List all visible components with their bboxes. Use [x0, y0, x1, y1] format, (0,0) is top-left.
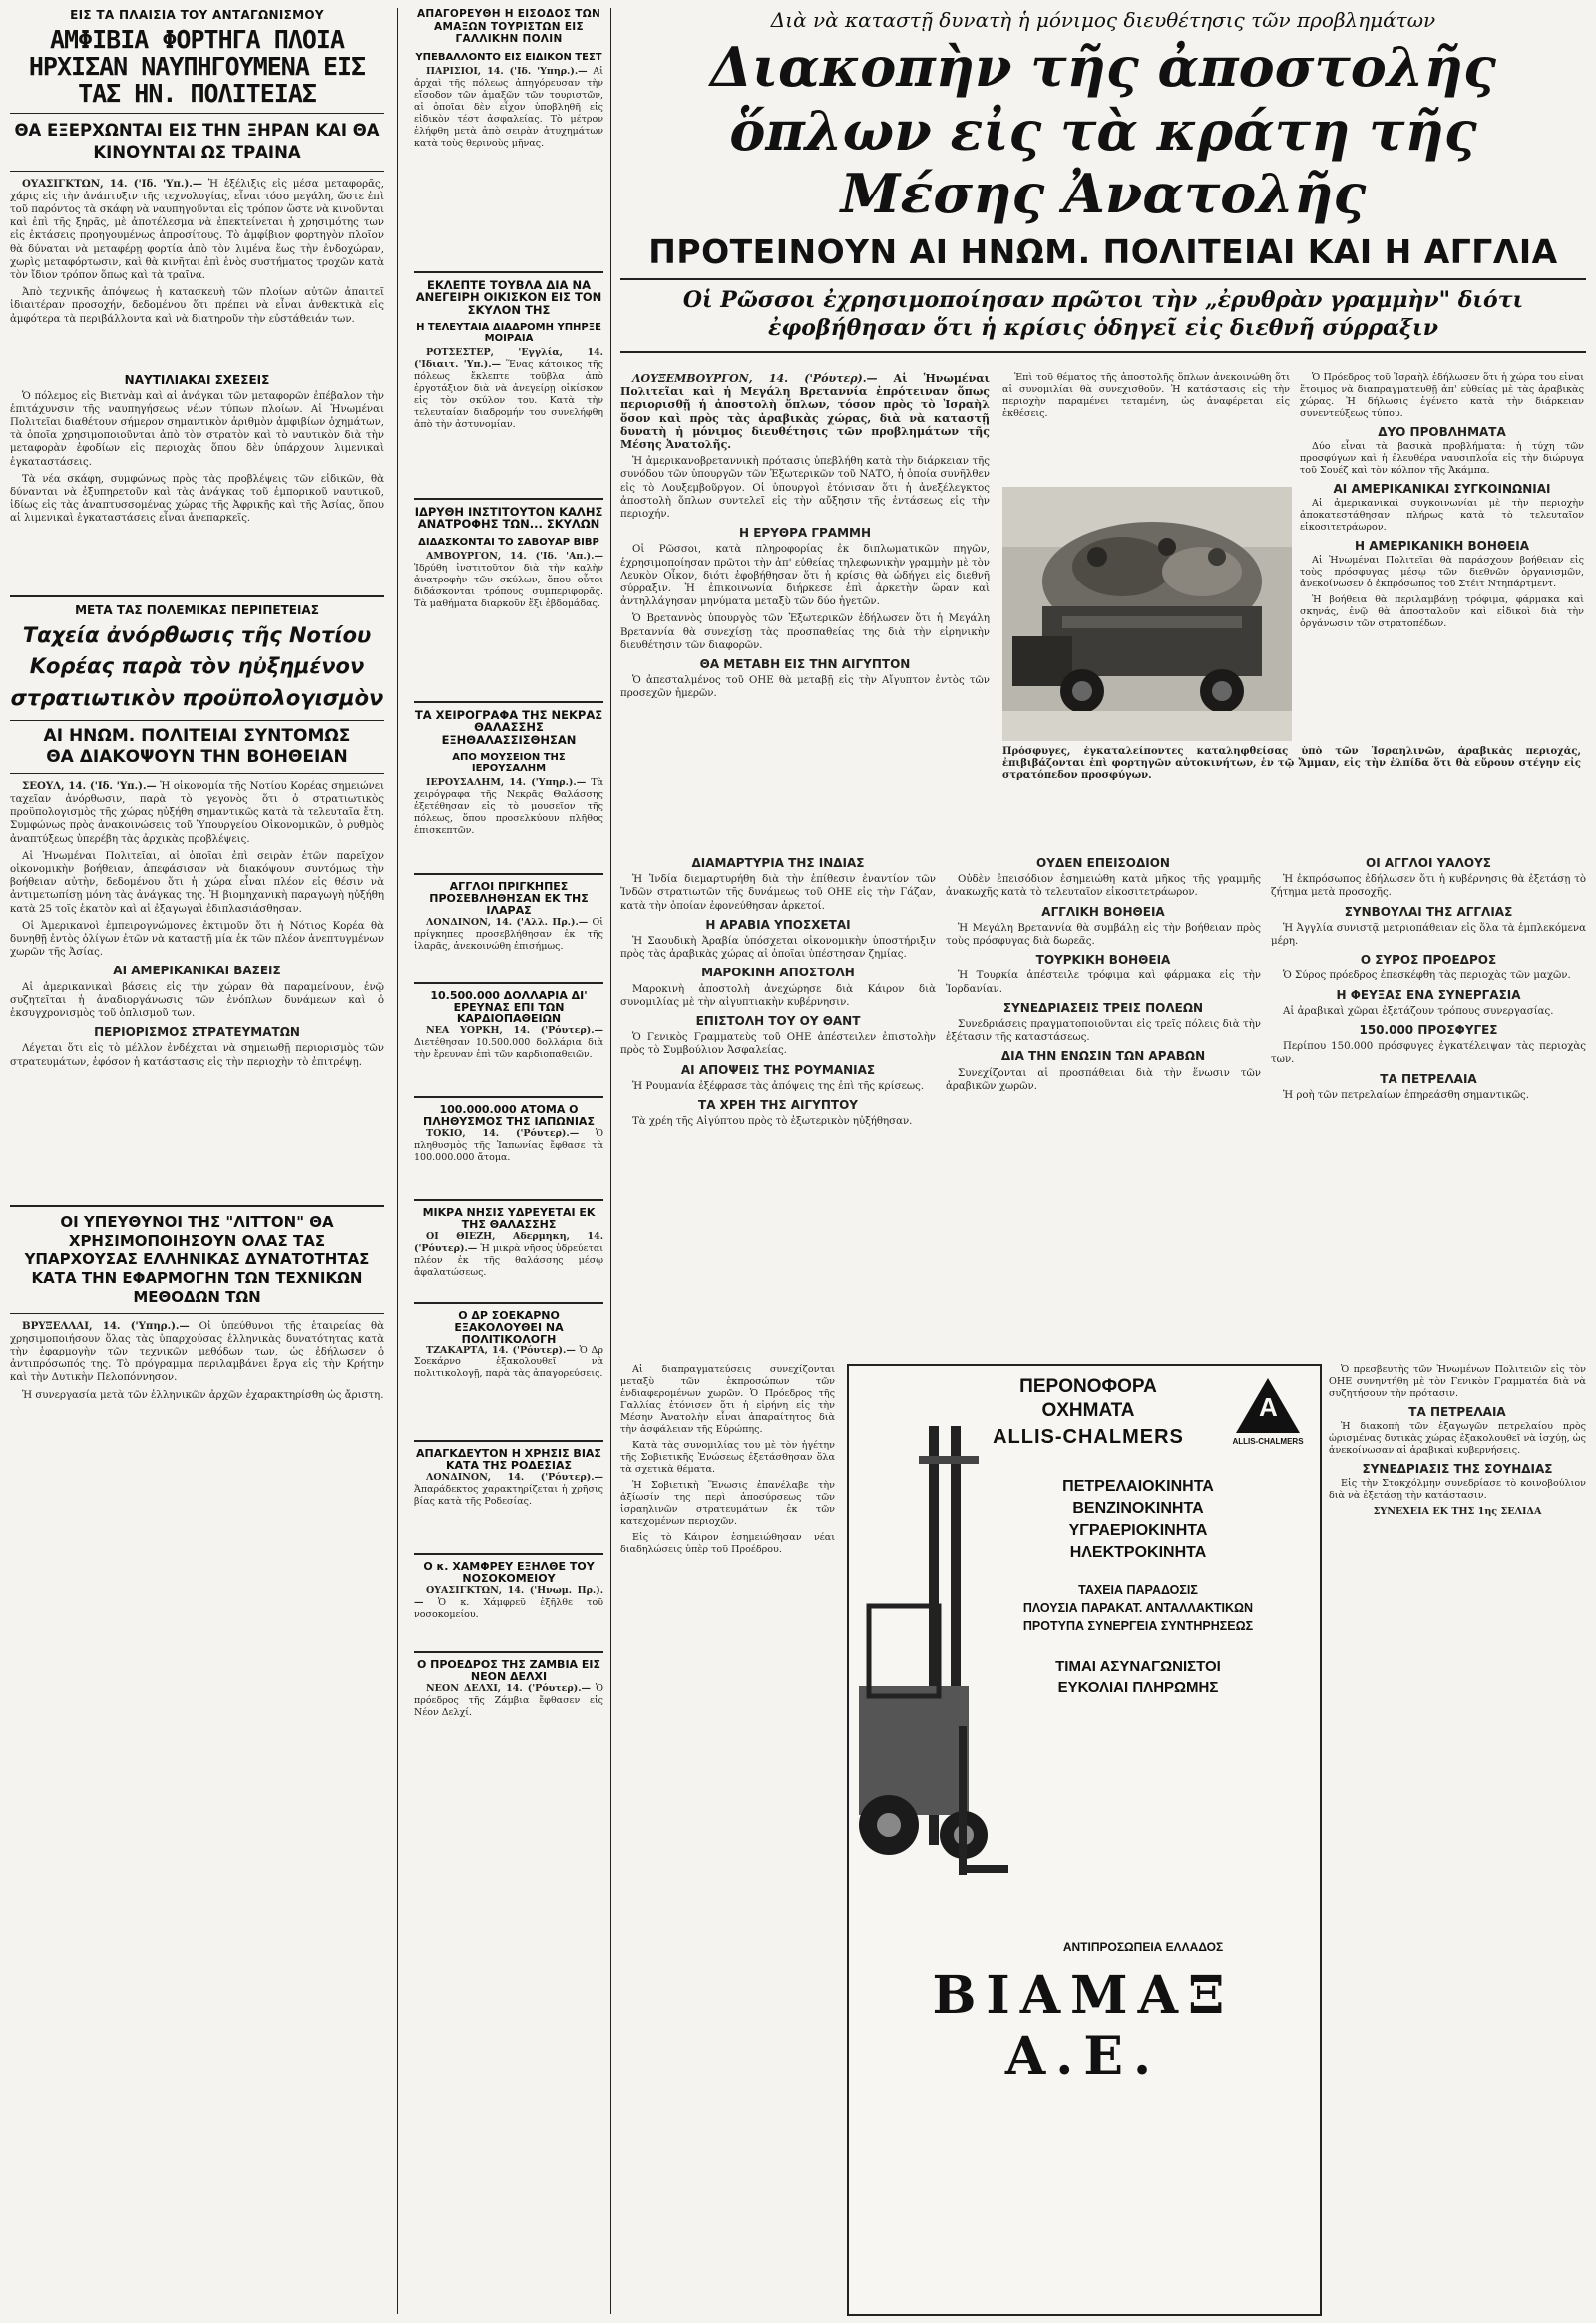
allis-chalmers-ad: [847, 1364, 1322, 2316]
subhead-british-advice: ΣΥΝΒΟΥΛΑΙ ΤΗΣ ΑΓΓΛΙΑΣ: [1344, 904, 1513, 919]
main-lower-col-2: ΟΥΔΕΝ ΕΠΕΙΣΟΔΙΟΝ Οὐδὲν ἐπεισόδιον ἐσημειώθη κατὰ μῆκος τῆς γραμμῆς ἀνακωχῆς κατὰ τὸ τελευταῖον εἰκοσιτετράωρον. ΑΓΓΛΙΚΗ ΒΟΗΘΕΙΑ Ἡ Μεγάλη Βρεταννία θὰ συμβάλῃ εἰς τὴν βοήθειαν πρὸς τοὺς πρόσφυγας διὰ δωρεᾶς. ΤΟΥΡΚΙΚΗ ΒΟΗΘΕΙΑ Ἡ Τουρκία ἀπέστειλε τρόφιμα καὶ φάρμακα εἰς τὴν Ἰορδανίαν. ΣΥΝΕΔΡΙΑΣΕΙΣ ΤΡΕΙΣ ΠΟΛΕΩΝ Συνεδριάσεις πραγματοποιοῦνται εἰς τρεῖς πόλεις διὰ τὴν ἐξέτασιν τῆς καταστάσεως. ΔΙΑ ΤΗΝ ΕΝΩΣΙΝ ΤΩΝ ΑΡΑΒΩΝ Συνεχίζονται αἱ προσπάθειαι διὰ τὴν ἕνωσιν τῶν ἀραβικῶν χωρῶν.: [946, 856, 1261, 1092]
logo-caption: ALLIS-CHALMERS: [1232, 1437, 1304, 1446]
article-rhodesia-body: ΛΟΝΔΙΝΟΝ, 14. ('Ρόυτερ).— Ἀπαράδεκτος χαρακτηρίζεται ἡ χρῆσις βίας κατὰ τῆς Ροδεσίας.: [414, 1472, 603, 1508]
main-headline: Διακοπὴν τῆς ἀποστολῆς ὅπλων εἰς τὰ κράτη τῆς Μέσης Ἀνατολῆς: [710, 35, 1496, 226]
article-tourists-body: ΠΑΡΙΣΙΟΙ, 14. ('Ιδ. 'Υπηρ.).— Αἱ ἀρχαὶ τῆς πόλεως ἀπηγόρευσαν τὴν εἴσοδον τῶν ἁμαξῶν τῶν τουριστῶν, αἱ ὁποῖαι δὲν εἶχον ὑποβληθῆ εἰς εἰδικὸν τέστ ἀσφαλείας. Τὸ μέτρον ἐλήφθη μετὰ ἀπὸ σειρὰν ἀτυχημάτων κατὰ τοὺς θερινοὺς μῆνας.: [414, 65, 603, 149]
subhead-red-line: Η ΕΡΥΘΡΑ ΓΡΑΜΜΗ: [738, 526, 872, 541]
article-dogs-body: ΑΜΒΟΥΡΓΟΝ, 14. ('Ιδ. 'Απ.).— Ἱδρύθη ἰνστιτοῦτον διὰ τὴν καλὴν ἀνατροφὴν τῶν σκύλων, ὅπου οὗτοι διδάσκονται τρόπους συμπεριφορᾶς. Τὰ μαθήματα διαρκοῦν ἕξι ἑβδομάδας.: [414, 550, 603, 609]
headline-zambia: Ο ΠΡΟΕΔΡΟΣ ΤΗΣ ΖΑΜΒΙΑ ΕΙΣ ΝΕΟΝ ΔΕΛΧΙ: [416, 1657, 600, 1683]
article-bricks-body: ΡΟΤΣΕΣΤΕΡ, 'Εγγλία, 14. ('Ιδιαιτ. 'Υπ.).— Ἕνας κάτοικος τῆς πόλεως ἔκλεπτε τοῦβλα ἀπὸ ἐργοτάξιον διὰ νὰ ἀνεγείρῃ οἰκίσκον εἰς τὸν σκύλον του. Κατὰ τὴν τελευταίαν διαδρομήν του συνελήφθη ἀπὸ τὴν ἀστυνομίαν.: [414, 347, 603, 430]
subkicker-test: ΥΠΕΒΑΛΛΟΝΤΟ ΕΙΣ ΕΙΔΙΚΟΝ ΤΕΣΤ: [415, 51, 602, 63]
subhead-egypt-debts: ΤΑ ΧΡΕΗ ΤΗΣ ΑΙΓΥΠΤΟΥ: [698, 1098, 858, 1113]
ad-representation: ΑΝΤΙΠΡΟΣΩΠΕΙΑ ΕΛΛΑΔΟΣ: [1062, 1940, 1224, 1954]
kicker-tourists: ΑΠΑΓΟΡΕΥΘΗ Η ΕΙΣΟΔΟΣ ΤΩΝ ΑΜΑΞΩΝ ΤΟΥΡΙΣΤΩΝ ΕΙΣ ΓΑΛΛΙΚΗΝ ΠΟΛΙΝ: [416, 8, 601, 46]
kicker-amphibious: ΕΙΣ ΤΑ ΠΛΑΙΣΙΑ ΤΟΥ ΑΝΤΑΓΩΝΙΣΜΟΥ: [70, 8, 324, 22]
article-princes-body: ΛΟΝΔΙΝΟΝ, 14. ('Αλλ. Πρ.).— Οἱ πρίγκηπες προσεβλήθησαν ἐκ τῆς ἰλαρᾶς, ἀνεκοινώθη ἐπισήμως.: [414, 916, 603, 952]
main-kicker: Διὰ νὰ καταστῇ δυνατὴ ἡ μόνιμος διευθέτησις τῶν προβλημάτων: [770, 8, 1436, 32]
headline-rhodesia: ΑΠΑΓΚΔΕΥΤΟΝ Η ΧΡΗΣΙΣ ΒΙΑΣ ΚΑΤΑ ΤΗΣ ΡΟΔΕΣΙΑΣ: [416, 1447, 601, 1473]
subhead-american-bases: ΑΙ ΑΜΕΡΙΚΑΝΙΚΑΙ ΒΑΣΕΙΣ: [113, 964, 281, 978]
article-sukarno-body: ΤΖΑΚΑΡΤΑ, 14. ('Ρόυτερ).— Ὁ Δρ Σοεκάρνο ἐξακολουθεῖ νὰ πολιτικολογῇ, παρὰ τὰς ἀπαγορεύσεις.: [414, 1345, 603, 1380]
article-litton-body: ΒΡΥΞΕΛΛΑΙ, 14. ('Υπηρ.).— Οἱ ὑπεύθυνοι τῆς ἑταιρείας θὰ χρησιμοποιήσουν ὅλας τὰς ὑπαρχούσας ἑλληνικὰς δυνατότητας κατὰ τὴν ἐφαρμογὴν τῶν τεχνικῶν μεθόδων των, ὡς ἐδήλωσεν ὁ ἀντιπρόσωπός της. Τὸ πρόγραμμα περιλαμβάνει ἔργα εἰς τὴν Κρήτην καὶ τὴν Δυτικὴν Πελοπόννησον. Ἡ συνεργασία μετὰ τῶν ἑλληνικῶν ἀρχῶν ἐχαρακτηρίσθη ὡς ἄριστη.: [10, 1319, 384, 1401]
truck-photo-graphic: [1002, 487, 1292, 741]
main-lower-col-3: ΟΙ ΑΓΓΛΟΙ ΥΑΛΟΥΣ Ἡ ἐκπρόσωπος ἐδήλωσεν ὅτι ἡ κυβέρνησις θὰ ἐξετάσῃ τὸ ζήτημα μετὰ προσοχῆς. ΣΥΝΒΟΥΛΑΙ ΤΗΣ ΑΓΓΛΙΑΣ Ἡ Ἀγγλία συνιστᾷ μετριοπάθειαν εἰς ὅλα τὰ ἐμπλεκόμενα μέρη. Ο ΣΥΡΟΣ ΠΡΟΕΔΡΟΣ Ὁ Σύρος πρόεδρος ἐπεσκέφθη τὰς περιοχὰς τῶν μαχῶν. Η ΦΕΥΞΑΣ ΕΝΑ ΣΥΝΕΡΓΑΣΙΑ Αἱ ἀραβικαὶ χῶραι ἐξετάζουν τρόπους συνεργασίας. 150.000 ΠΡΟΣΦΥΓΕΣ Περίπου 150.000 πρόσφυγες ἐγκατέλειψαν τὰς περιοχὰς των. ΤΑ ΠΕΤΡΕΛΑΙΑ Ἡ ροὴ τῶν πετρελαίων ἐπηρεάσθη σημαντικῶς.: [1271, 856, 1586, 1101]
headline-humphrey: Ο κ. ΧΑΜΦΡΕΥ ΕΞΗΛΘΕ ΤΟΥ ΝΟΣΟΚΟΜΕΙΟΥ: [423, 1560, 595, 1586]
headline-sukarno: Ο ΔΡ ΣΟΕΚΑΡΝΟ ΕΞΑΚΟΛΟΥΘΕΙ ΝΑ ΠΟΛΙΤΙΚΟΛΟΓΗ: [454, 1308, 564, 1346]
article-japan-body: ΤΟΚΙΟ, 14. ('Ρόυτερ).— Ὁ πληθυσμὸς τῆς Ἰαπωνίας ἔφθασε τὰ 100.000.000 ἄτομα.: [414, 1128, 603, 1164]
allis-chalmers-logo: [1228, 1378, 1308, 1468]
dateline-brussels: ΒΡΥΞΕΛΛΑΙ, 14. ('Υπηρ.).—: [22, 1319, 190, 1332]
subhead-troop-reduction: ΠΕΡΙΟΡΙΣΜΟΣ ΣΤΡΑΤΕΥΜΑΤΩΝ: [94, 1025, 300, 1040]
ad-title-2: ΟΧΗΜΑΤΑ: [1041, 1400, 1135, 1421]
main-lead-text: Αἱ Ἡνωμέναι Πολιτεῖαι καὶ ἡ Μεγάλη Βρεταννία ἐπρότειναν ὅπως περιορισθῇ ἡ ἀποστολὴ ὅπλων, τόσον πρὸς τὸ Ἰσραὴλ ὅσον καὶ πρὸς τὰς ἀραβικὰς χώρας, διὰ νὰ καταστῇ δυνατὴ ἡ μόνιμος διευθέτησις τῶν προβλημάτων τῆς Μέσης Ἀνατολῆς.: [620, 372, 990, 452]
headline-heart-research: 10.500.000 ΔΟΛΛΑΡΙΑ ΔΙ' ΕΡΕΥΝΑΣ ΕΠΙ ΤΩΝ ΚΑΡΔΙΟΠΑΘΕΙΩΝ: [430, 988, 588, 1026]
dateline-washington: ΟΥΑΣΙΓΚΤΩΝ, 14. ('Ιδ. 'Υπ.).—: [22, 177, 202, 190]
ad-line-prices: ΤΙΜΑΙ ΑΣΥΝΑΓΩΝΙΣΤΟΙ: [1055, 1658, 1221, 1675]
dateline-london-1: ΛΟΝΔΙΝΟΝ, 14. ('Αλλ. Πρ.).—: [426, 916, 589, 928]
ad-type-electric: ΗΛΕΚΤΡΟΚΙΝΗΤΑ: [1069, 1544, 1207, 1561]
ad-type-diesel: ΠΕΤΡΕΛΑΙΟΚΙΝΗΤΑ: [1062, 1478, 1214, 1495]
column-main: [620, 8, 1586, 2314]
main-far-right-top: Ὁ Πρόεδρος τοῦ Ἰσραὴλ ἐδήλωσεν ὅτι ἡ χώρα του εἶναι ἕτοιμος νὰ διαπραγματευθῇ ἀπ' εὐθείας μὲ τὰς ἀραβικὰς χώρας. Ἡ δήλωσις ἐγένετο κατὰ τὴν διάρκειαν συνεντεύξεως τύπου. ΔΥΟ ΠΡΟΒΛΗΜΑΤΑ Δύο εἶναι τὰ βασικὰ προβλήματα: ἡ τύχη τῶν προσφύγων καὶ ἡ ἐλευθέρα ναυσιπλοΐα εἰς τὴν διώρυγα τοῦ Σουέζ καὶ τὸν κόλπον τῆς Ἀκάμπα. ΑΙ ΑΜΕΡΙΚΑΝΙΚΑΙ ΣΥΓΚΟΙΝΩΝΙΑΙ Αἱ ἀμερικανικαὶ συγκοινωνίαι μὲ τὴν περιοχὴν ἀποκατεστάθησαν πλήρως κατὰ τὸ τελευταῖον εἰκοσιτετράωρον. Η ΑΜΕΡΙΚΑΝΙΚΗ ΒΟΗΘΕΙΑ Αἱ Ἡνωμέναι Πολιτεῖαι θὰ παράσχουν βοήθειαν εἰς τοὺς πρόσφυγας μέσῳ τῶν διεθνῶν ὀργανισμῶν, ἀνεκοίνωσεν ὁ ἐκπρόσωπος τοῦ Στέιτ Ντηπάρτμεντ. Ἡ βοήθεια θὰ περιλαμβάνῃ τρόφιμα, φάρμακα καὶ σκηνάς, ἐνῷ θὰ ἀποσταλοῦν καὶ εἰδικοὶ διὰ τὴν ὀργάνωσιν τῶν στρατοπέδων.: [1300, 372, 1584, 629]
subhead-us-aid: Η ΑΜΕΡΙΚΑΝΙΚΗ ΒΟΗΘΕΙΑ: [1354, 539, 1530, 553]
headline-dead-sea: ΤΑ ΧΕΙΡΟΓΡΑΦΑ ΤΗΣ ΝΕΚΡΑΣ ΘΑΛΑΣΣΗΣ ΕΞΗΘΑΛΑΣΣΙΣΘΗΣΑΝ: [414, 707, 603, 747]
subhead-english-glass: ΟΙ ΑΓΓΛΟΙ ΥΑΛΟΥΣ: [1366, 856, 1491, 870]
article-island-body: ΟΙ ΘΙΕΖΗ, Αδερμηκη, 14. ('Ρόυτερ).— Ἡ μικρὰ νῆσος ὑδρεύεται πλέον ἐκ τῆς θαλάσσης μέσῳ ἀφαλατώσεως.: [414, 1230, 603, 1278]
photo-caption: Πρόσφυγες, ἐγκαταλείποντες καταληφθείσας ὑπὸ τῶν Ἰσραηλινῶν, ἀραβικὰς περιοχάς, ἐπιβιβάζονται ἐπὶ φορτηγῶν αὐτοκινήτων, ἐν τῷ Ἄμμαν, εἰς τὴν ἐλπίδα ὅτι θὰ εὕρουν στέγην εἰς στρατόπεδον προσφύγων.: [1002, 746, 1581, 781]
main-lower-col-1: ΔΙΑΜΑΡΤΥΡΙΑ ΤΗΣ ΙΝΔΙΑΣ Ἡ Ἰνδία διεμαρτυρήθη διὰ τὴν ἐπίθεσιν ἐναντίον τῶν Ἰνδῶν στρατιωτῶν τῆς δυνάμεως τοῦ ΟΗΕ εἰς τὴν Γάζαν, κατὰ τὴν ὁποίαν ἐφονεύθησαν ἀρκετοί. Η ΑΡΑΒΙΑ ΥΠΟΣΧΕΤΑΙ Ἡ Σαουδικὴ Ἀραβία ὑπόσχεται οἰκονομικὴν ὑποστήριξιν πρὸς τὰς ἀραβικὰς χώρας αἱ ὁποῖαι ὑπέστησαν ζημίας. ΜΑΡΟΚΙΝΗ ΑΠΟΣΤΟΛΗ Μαροκινὴ ἀποστολὴ ἀνεχώρησε διὰ Κάιρον διὰ συνομιλίας μὲ τὴν αἰγυπτιακὴν κυβέρνησιν. ΕΠΙΣΤΟΛΗ ΤΟΥ ΟΥ ΘΑΝΤ Ὁ Γενικὸς Γραμματεὺς τοῦ ΟΗΕ ἀπέστειλεν ἐπιστολὴν πρὸς τὸ Συμβούλιον Ἀσφαλείας. ΑΙ ΑΠΟΨΕΙΣ ΤΗΣ ΡΟΥΜΑΝΙΑΣ Ἡ Ρουμανία ἐξέφρασε τὰς ἀπόψεις της ἐπὶ τῆς κρίσεως. ΤΑ ΧΡΕΗ ΤΗΣ ΑΙΓΥΠΤΟΥ Τὰ χρέη τῆς Αἰγύπτου πρὸς τὸ ἐξωτερικὸν ηὐξήθησαν.: [620, 856, 936, 1128]
headline-amphibious-sub: ΘΑ ΕΞΕΡΧΩΝΤΑΙ ΕΙΣ ΤΗΝ ΞΗΡΑΝ ΚΑΙ ΘΑ ΚΙΝΟΥΝΤΑΙ ΩΣ ΤΡΑΙΝΑ: [14, 121, 380, 163]
subhead-cooperation: Η ΦΕΥΞΑΣ ΕΝΑ ΣΥΝΕΡΓΑΣΙΑ: [1336, 987, 1521, 1002]
subhead-british-aid: ΑΓΓΛΙΚΗ ΒΟΗΘΕΙΑ: [1041, 904, 1165, 919]
subhead-no-incident: ΟΥΔΕΝ ΕΠΕΙΣΟΔΙΟΝ: [1036, 856, 1170, 870]
article-shipping-body: Ὁ πόλεμος εἰς Βιετνὰμ καὶ αἱ ἀνάγκαι τῶν μεταφορῶν ἐπέβαλον τὴν ἐπιτάχυνσιν τῆς ναυπηγήσεως νέων τύπων πλοίων. Αἱ Ἡνωμέναι Πολιτεῖαι διαθέτουν σήμερον σημαντικὸν ἀριθμὸν ἀμφιβίων ὀχημάτων, τὰ ὁποῖα χρησιμοποιοῦνται ἀπὸ τὸν στρατὸν καὶ τὸ ναυτικὸν διὰ τὴν μεταφορὰν ἐφοδίων εἰς περιοχὰς ὅπου δὲν ὑπάρχουν λιμενικαὶ ἐγκαταστάσεις. Τὰ νέα σκάφη, συμφώνως πρὸς τὰς προβλέψεις τῶν εἰδικῶν, θὰ δύνανται νὰ ἐξυπηρετοῦν καὶ τὰς ἀνάγκας τοῦ ἐμπορικοῦ ναυτικοῦ, ἰδίως εἰς τὰς ἀναπτυσσομένας χώρας τῆς Ἀφρικῆς καὶ τῆς Ἀσίας, ὅπου αἱ λιμενικαὶ ἐγκαταστάσεις εἶναι ἀνεπαρκεῖς.: [10, 390, 384, 525]
article-heart-body: ΝΕΑ ΥΟΡΚΗ, 14. ('Ρόυτερ).— Διετέθησαν 10.500.000 δολλάρια διὰ τὴν ἔρευναν ἐπὶ τῶν καρδιοπαθειῶν.: [414, 1025, 603, 1061]
subhead-oil-2: ΤΑ ΠΕΤΡΕΛΑΙΑ: [1408, 1405, 1506, 1419]
subhead-syrian-president: Ο ΣΥΡΟΣ ΠΡΟΕΔΡΟΣ: [1360, 953, 1497, 968]
dateline-tokyo: ΤΟΚΙΟ, 14. ('Ρόυτερ).—: [426, 1128, 580, 1140]
headline-bricks: ΕΚΛΕΠΤΕ ΤΟΥΒΛΑ ΔΙΑ ΝΑ ΑΝΕΓΕΙΡΗ ΟΙΚΙΣΚΟΝ ΕΙΣ ΤΟΝ ΣΚΥΛΟΝ ΤΗΣ: [415, 277, 602, 317]
article-humphrey-body: ΟΥΑΣΙΓΚΤΩΝ, 14. ('Ηνωμ. Πρ.).— Ὁ κ. Χάμφρεϋ ἐξῆλθε τοῦ νοσοκομείου.: [414, 1584, 603, 1620]
ad-line-delivery: ΤΑΧΕΙΑ ΠΑΡΑΔΟΣΙΣ: [1078, 1583, 1198, 1597]
ad-company-name: ΒΙΑΜΑΞ Α.Ε.: [932, 1965, 1235, 2087]
main-lead-article: ΛΟΥΞΕΜΒΟΥΡΓΟΝ, 14. ('Ρόυτερ).— Αἱ Ἡνωμέναι Πολιτεῖαι καὶ ἡ Μεγάλη Βρεταννία ἐπρότειναν ὅπως περιορισθῇ ἡ ἀποστολὴ ὅπλων, τόσον πρὸς τὸ Ἰσραὴλ ὅσον καὶ πρὸς τὰς ἀραβικὰς χώρας, διὰ νὰ καταστῇ δυνατὴ ἡ μόνιμος διευθέτησις τῶν προβλημάτων τῆς Μέσης Ἀνατολῆς. Ἡ ἀμερικανοβρεταννικὴ πρότασις ὑπεβλήθη κατὰ τὴν διάρκειαν τῆς συνόδου τῶν ὑπουργῶν τῶν Ἐξωτερικῶν τοῦ ΝΑΤΟ, ἡ ὁποία συνῆλθεν εἰς τὸ Λουξεμβοῦργον. Οἱ ὑπουργοὶ ἐτόνισαν ὅτι ἡ ἀνεξέλεγκτος ἀποστολὴ ὅπλων συντελεῖ εἰς τὴν αὔξησιν τῆς ἐντάσεως εἰς τὴν περιοχήν. Η ΕΡΥΘΡΑ ΓΡΑΜΜΗ Οἱ Ρῶσσοι, κατὰ πληροφορίας ἐκ διπλωματικῶν πηγῶν, ἐχρησιμοποίησαν πρῶτοι τὴν ἀπ' εὐθείας τηλεφωνικὴν γραμμὴν μὲ τὸν Λευκὸν Οἶκον, διότι ἐφοβήθησαν ὅτι ἡ κρίσις θὰ ὡδήγει εἰς διεθνῆ σύρραξιν. Ἡ ἐπικοινωνία διήρκεσε ἐπὶ ἀρκετὴν ὥραν καὶ ἀντηλλάγησαν μηνύματα μεταξὺ τῶν δύο ἡγετῶν. Ὁ Βρεταννὸς ὑπουργὸς τῶν Ἐξωτερικῶν ἐδήλωσεν ὅτι ἡ Μεγάλη Βρεταννία θὰ συνεχίσῃ τὰς προσπαθείας της διὰ τὴν εἰρηνικὴν διευθέτησιν τῶν διαφορῶν. ΘΑ ΜΕΤΑΒΗ ΕΙΣ ΤΗΝ ΑΙΓΥΠΤΟΝ Ὁ ἀπεσταλμένος τοῦ ΟΗΕ θὰ μεταβῇ εἰς τὴν Αἴγυπτον ἐντὸς τῶν προσεχῶν ἡμερῶν.: [620, 372, 990, 700]
dateline-luxembourg: ΛΟΥΞΕΜΒΟΥΡΓΟΝ, 14. ('Ρόυτερ).—: [632, 372, 878, 385]
dateline-rochester: ΡΟΤΣΕΣΤΕΡ, 'Εγγλία, 14. ('Ιδιαιτ. 'Υπ.).—: [414, 347, 603, 370]
dateline-seoul: ΣΕΟΥΛ, 14. ('Ιδ. 'Υπ.).—: [22, 779, 157, 792]
ad-line-parts: ΠΛΟΥΣΙΑ ΠΑΡΑΚΑΤ. ΑΝΤΑΛΛΑΚΤΙΚΩΝ: [1022, 1601, 1254, 1615]
continued-note: ΣΥΝΕΧΕΙΑ ΕΚ ΤΗΣ 1ης ΣΕΛΙΔΑ: [1373, 1506, 1542, 1517]
ad-line-payment: ΕΥΚΟΛΙΑΙ ΠΛΗΡΩΜΗΣ: [1057, 1679, 1219, 1696]
subhead-refugees-150000: 150.000 ΠΡΟΣΦΥΓΕΣ: [1359, 1023, 1498, 1038]
subhead-shipping: ΝΑΥΤΙΛΙΑΚΑΙ ΣΧΕΣΕΙΣ: [124, 372, 270, 387]
dateline-washington-2: ΟΥΑΣΙΓΚΤΩΝ, 14. ('Ηνωμ. Πρ.).—: [414, 1584, 603, 1608]
dateline-paris: ΠΑΡΙΣΙΟΙ, 14. ('Ιδ. 'Υπηρ.).—: [426, 65, 588, 77]
subhead-arab-unity: ΔΙΑ ΤΗΝ ΕΝΩΣΙΝ ΤΩΝ ΑΡΑΒΩΝ: [1000, 1049, 1206, 1064]
column-middle: [414, 8, 603, 1742]
main-bottom-right-col: Ὁ πρεσβευτὴς τῶν Ἡνωμένων Πολιτειῶν εἰς τὸν ΟΗΕ συνηντήθη μὲ τὸν Γενικὸν Γραμματέα διὰ νὰ συζητήσουν τὴν πρότασιν. ΤΑ ΠΕΤΡΕΛΑΙΑ Ἡ διακοπὴ τῶν ἐξαγωγῶν πετρελαίου πρὸς ὡρισμένας δυτικὰς χώρας ἐξακολουθεῖ νὰ ἰσχύῃ, ὡς ἀνεκοίνωσαν αἱ ἀραβικαὶ κυβερνήσεις. ΣΥΝΕΔΡΙΑΣΙΣ ΤΗΣ ΣΟΥΗΔΙΑΣ Εἰς τὴν Στοκχόλμην συνεδρίασε τὸ κοινοβούλιον διὰ νὰ ἐξετάσῃ τὴν κατάστασιν. ΣΥΝΕΧΕΙΑ ΕΚ ΤΗΣ 1ης ΣΕΛΙΔΑ: [1329, 1364, 1586, 1517]
logo-triangle-icon: [1236, 1378, 1300, 1433]
main-right-top-article: Ἐπὶ τοῦ θέματος τῆς ἀποστολῆς ὅπλων ἀνεκοινώθη ὅτι αἱ συνομιλίαι θὰ συνεχισθοῦν. Ἡ κατάστασις εἰς τὴν περιοχὴν παραμένει τεταμένη, ὡς ἀναφέρεται εἰς ἐκθέσεις.: [1002, 372, 1290, 419]
logo-letter: A: [1259, 1392, 1278, 1422]
headline-amphibious-ships: ΑΜΦΙΒΙΑ ΦΟΡΤΗΓΑ ΠΛΟΙΑ ΗΡΧΙΣΑΝ ΝΑΥΠΗΓΟΥΜΕΝΑ ΕΙΣ ΤΑΣ ΗΝ. ΠΟΛΙΤΕΙΑΣ: [28, 25, 366, 108]
subhead-sweden-meeting: ΣΥΝΕΔΡΙΑΣΙΣ ΤΗΣ ΣΟΥΗΔΙΑΣ: [1362, 1462, 1553, 1476]
column-left: [10, 8, 384, 1489]
article-dead-sea-body: ΙΕΡΟΥΣΑΛΗΜ, 14. ('Υπηρ.).— Τὰ χειρόγραφα τῆς Νεκρᾶς Θαλάσσης ἐξετέθησαν εἰς τὸ μουσεῖον τῆς πόλεως, ὅπου προσελκύουν πλῆθος ἐπισκεπτῶν.: [414, 777, 603, 837]
subhead-romania-views: ΑΙ ΑΠΟΨΕΙΣ ΤΗΣ ΡΟΥΜΑΝΙΑΣ: [680, 1062, 876, 1077]
forklift-illustration: [859, 1426, 1008, 1925]
subhead-war: ΜΕΤΑ ΤΑΣ ΠΟΛΕΜΙΚΑΣ ΠΕΡΙΠΕΤΕΙΑΣ: [75, 602, 319, 617]
ad-pricing: [989, 1656, 1288, 1698]
dateline-island: ΟΙ ΘΙΕΖΗ, Αδερμηκη, 14. ('Ρόυτερ).—: [414, 1230, 603, 1254]
ad-type-lpg: ΥΓΡΑΕΡΙΟΚΙΝΗΤΑ: [1068, 1522, 1208, 1539]
subhead-to-egypt: ΘΑ ΜΕΤΑΒΗ ΕΙΣ ΤΗΝ ΑΙΓΥΠΤΟΝ: [699, 657, 911, 672]
subhead-last-route: Η ΤΕΛΕΥΤΑΙΑ ΔΙΑΔΡΟΜΗ ΥΠΗΡΞΕ ΜΟΙΡΑΙΑ: [416, 322, 601, 344]
article-korea-body: ΣΕΟΥΛ, 14. ('Ιδ. 'Υπ.).— Ἡ οἰκονομία τῆς Νοτίου Κορέας σημειώνει ταχεῖαν ἀνόρθωσιν, παρὰ τὸ γεγονὸς ὅτι ὁ στρατιωτικὸς προϋπολογισμὸς τῆς χώρας ηὐξήθη σημαντικῶς κατὰ τὰ τελευταῖα ἔτη. Συμφώνως πρὸς ἀνακοινώσεις τοῦ Ὑπουργείου Οἰκονομικῶν, ὁ ρυθμὸς ἀναπτύξεως ὑπερέβη τὰς ἀρχικὰς προβλέψεις. Αἱ Ἡνωμέναι Πολιτεῖαι, αἱ ὁποῖαι ἐπὶ σειρὰν ἐτῶν παρεῖχον οἰκονομικὴν βοήθειαν, ἀπεφάσισαν νὰ διακόψουν συντόμως τὴν βοήθειαν αὐτὴν, δεδομένου ὅτι ἡ χώρα εἶναι πλέον εἰς θέσιν νὰ ἀντιμετωπίσῃ μόνη τὰς ἀνάγκας της. Ἡ βιομηχανικὴ παραγωγὴ ηὐξήθη κατὰ 25 τοῖς ἑκατὸν καὶ αἱ ἐξαγωγαὶ ἐδιπλασιάσθησαν. Οἱ Ἀμερικανοὶ ἐμπειρογνώμονες ἐκτιμοῦν ὅτι ἡ Νότιος Κορέα θὰ δυνηθῇ ἐντὸς ὀλίγων ἐτῶν νὰ καταστῇ μία ἐκ τῶν πλέον ἀνεπτυγμένων χωρῶν τῆς Ἀσίας. ΑΙ ΑΜΕΡΙΚΑΝΙΚΑΙ ΒΑΣΕΙΣ Αἱ ἀμερικανικαὶ βάσεις εἰς τὴν χώραν θὰ παραμείνουν, ἐνῷ συζητεῖται ἡ ἀναδιοργάνωσις τῶν ἐνόπλων δυνάμεων καὶ ὁ ἐκσυγχρονισμὸς τοῦ ὁπλισμοῦ των. ΠΕΡΙΟΡΙΣΜΟΣ ΣΤΡΑΤΕΥΜΑΤΩΝ Λέγεται ὅτι εἰς τὸ μέλλον ἐνδέχεται νὰ σημειωθῇ περιορισμὸς τῶν στρατευμάτων, ἐφόσον ἡ κατάστασις εἰς τὴν περιοχὴν τὸ ἐπιτρέψῃ.: [10, 779, 384, 1068]
ad-title-3: ALLIS-CHALMERS: [993, 1426, 1184, 1448]
main-bottom-left-col: Αἱ διαπραγματεύσεις συνεχίζονται μεταξὺ τῶν ἐκπροσώπων τῶν ἐνδιαφερομένων χωρῶν. Ὁ Πρόεδρος τῆς Γαλλίας ἐτόνισεν ὅτι ἡ εἰρήνη εἰς τὴν Μέσην Ἀνατολὴν εἶναι ἀπαραίτητος διὰ τὴν ἀσφάλειαν τῆς Εὐρώπης. Κατὰ τὰς συνομιλίας του μὲ τὸν ἡγέτην τῆς Σοβιετικῆς Ἑνώσεως ἐξετάσθησαν ὅλα τὰ σχετικὰ θέματα. Ἡ Σοβιετικὴ Ἕνωσις ἐπανέλαβε τὴν ἀξίωσίν της περὶ ἀποσύρσεως τῶν ἰσραηλινῶν στρατευμάτων ἐκ τῶν κατεχομένων περιοχῶν. Εἰς τὸ Κάιρον ἐσημειώθησαν νέαι διαδηλώσεις ὑπὲρ τοῦ Προέδρου.: [620, 1364, 835, 1555]
main-subdeck: Οἱ Ρῶσσοι ἐχρησιμοποίησαν πρῶτοι τὴν „ἐρυθρὰν γραμμὴν" διότι ἐφοβήθησαν ὅτι ἡ κρίσις ὁδηγεῖ εἰς διεθνῆ σύρραξιν: [682, 286, 1524, 342]
dateline-new-york-1: ΝΕΑ ΥΟΡΚΗ, 14. ('Ρόυτερ).—: [426, 1025, 603, 1037]
article-amphibious-body: ΟΥΑΣΙΓΚΤΩΝ, 14. ('Ιδ. 'Υπ.).— Ἡ ἐξέλιξις εἰς μέσα μεταφορᾶς, χάρις εἰς τὴν ἀνάπτυξιν τῆς τεχνολογίας, εἶναι τόσο μεγάλη, ὥστε ἐπὶ τοῦ παρόντος τὰ σκάφη νὰ ναυπηγοῦνται εἰς τρόπον ὥστε νὰ κινοῦνται καὶ ἐπὶ τῆς ξηρᾶς, μὲ ἀποτέλεσμα νὰ ἐπεκτείνεται ἡ χρησιμότης των εἰς ἐκτάσεις προηγουμένως ἀπροσίτους. Τὸ ἀμφίβιον φορτηγὸν πλοῖον θὰ δύναται νὰ μεταφέρῃ φορτία ἀπὸ τὸν λιμένα ἕως τὴν ἐνδοχώραν, χωρὶς μεταφόρτωσιν, καὶ θὰ κινῆται ἐπὶ ἑνὸς συστήματος τροχῶν κατὰ τὸν ἴδιον τρόπον ὅπως καὶ τὰ τραῖνα. Ἀπὸ τεχνικῆς ἀπόψεως ἡ κατασκευὴ τῶν πλοίων αὐτῶν ἀπαιτεῖ ἰδιαιτέραν προσοχήν, δεδομένου ὅτι πρέπει νὰ εἶναι ἀνθεκτικὰ εἰς ἀμφότερα τὰ περιβάλλοντα καὶ νὰ διατηροῦν τὴν εὐστάθειάν των.: [10, 177, 384, 325]
subhead-turkish-aid: ΤΟΥΡΚΙΚΗ ΒΟΗΘΕΙΑ: [1035, 953, 1171, 968]
ad-engine-types: [989, 1476, 1288, 1564]
subhead-us-communications: ΑΙ ΑΜΕΡΙΚΑΝΙΚΑΙ ΣΥΓΚΟΙΝΩΝΙΑΙ: [1333, 482, 1551, 496]
subhead-savoir: ΔΙΔΑΣΚΟΝΤΑΙ ΤΟ ΣΑΒΟΥΑΡ ΒΙΒΡ: [418, 536, 599, 548]
subhead-india-protest: ΔΙΑΜΑΡΤΥΡΙΑ ΤΗΣ ΙΝΔΙΑΣ: [691, 856, 865, 870]
subhead-moroccan-mission: ΜΑΡΟΚΙΝΗ ΑΠΟΣΤΟΛΗ: [701, 966, 855, 980]
headline-aid-stop: ΘΑ ΔΙΑΚΟΨΟΥΝ ΤΗΝ ΒΟΗΘΕΙΑΝ: [46, 747, 348, 768]
headline-dog-institute: ΙΔΡΥΘΗ ΙΝΣΤΙΤΟΥΤΟΝ ΚΑΛΗΣ ΑΝΑΤΡΟΦΗΣ ΤΩΝ... ΣΚΥΛΩΝ: [414, 505, 603, 532]
main-deck: ΠΡΟΤΕΙΝΟΥΝ ΑΙ ΗΝΩΜ. ΠΟΛΙΤΕΙΑΙ ΚΑΙ Η ΑΓΓΛΙΑ: [648, 232, 1558, 272]
dateline-hamburg: ΑΜΒΟΥΡΓΟΝ, 14. ('Ιδ. 'Απ.).—: [426, 550, 603, 562]
subhead-u-thant-letter: ΕΠΙΣΤΟΛΗ ΤΟΥ ΟΥ ΘΑΝΤ: [695, 1014, 861, 1029]
dateline-jakarta: ΤΖΑΚΑΡΤΑ, 14. ('Ρόυτερ).—: [426, 1345, 576, 1356]
headline-us-cut: ΑΙ ΗΝΩΜ. ΠΟΛΙΤΕΙΑΙ ΣΥΝΤΟΜΩΣ: [43, 726, 351, 747]
ad-line-service: ΠΡΟΤΥΠΑ ΣΥΝΕΡΓΕΙΑ ΣΥΝΤΗΡΗΣΕΩΣ: [1022, 1619, 1254, 1633]
article-zambia-body: ΝΕΟΝ ΔΕΛΧΙ, 14. ('Ρόυτερ).— Ὁ πρόεδρος τῆς Ζάμβια ἔφθασεν εἰς Νέον Δελχί.: [414, 1682, 603, 1718]
main-lower-columns: [620, 851, 1586, 1355]
headline-litton: ΟΙ ΥΠΕΥΘΥΝΟΙ ΤΗΣ "ΛΙΤΤΟΝ" ΘΑ ΧΡΗΣΙΜΟΠΟΙΗΣΟΥΝ ΟΛΑΣ ΤΑΣ ΥΠΑΡΧΟΥΣΑΣ ΕΛΛΗΝΙΚΑΣ ΔΥΝΑΤΟΤΗΤΑΣ ΚΑΤΑ ΤΗΝ ΕΦΑΡΜΟΓΗΝ ΤΩΝ ΤΕΧΝΙΚΩΝ ΜΕΘΟΔΩΝ ΤΩΝ: [24, 1212, 370, 1306]
subhead-arabia-promises: Η ΑΡΑΒΙΑ ΥΠΟΣΧΕΤΑΙ: [705, 917, 851, 932]
headline-small-island: ΜΙΚΡΑ ΝΗΣΙΣ ΥΔΡΕΥΕΤΑΙ ΕΚ ΤΗΣ ΘΑΛΑΣΣΗΣ: [422, 1206, 596, 1231]
newspaper-page: [10, 8, 1586, 2314]
refugees-truck-photo: [1002, 487, 1292, 741]
subhead-oil: ΤΑ ΠΕΤΡΕΛΑΙΑ: [1380, 1071, 1477, 1086]
ad-features: [989, 1581, 1288, 1635]
dateline-new-delhi: ΝΕΟΝ ΔΕΛΧΙ, 14. ('Ρόυτερ).—: [426, 1682, 592, 1694]
headline-japan-population: 100.000.000 ΑΤΟΜΑ Ο ΠΛΗΘΥΣΜΟΣ ΤΗΣ ΙΑΠΩΝΙΑΣ: [423, 1103, 595, 1129]
subhead-two-problems: ΔΥΟ ΠΡΟΒΛΗΜΑΤΑ: [1378, 425, 1506, 439]
ad-type-petrol: ΒΕΝΖΙΝΟΚΙΝΗΤΑ: [1072, 1500, 1204, 1517]
headline-korea: Ταχεία ἀνόρθωσις τῆς Νοτίου Κορέας παρὰ τὸν ηὐξημένον στρατιωτικὸν προϋπολογισμὸν: [10, 622, 384, 710]
subhead-three-cities: ΣΥΝΕΔΡΙΑΣΕΙΣ ΤΡΕΙΣ ΠΟΛΕΩΝ: [1002, 1000, 1204, 1015]
headline-princes: ΑΓΓΛΟΙ ΠΡΙΓΚΗΠΕΣ ΠΡΟΣΕΒΛΗΘΗΣΑΝ ΕΚ ΤΗΣ ΙΛΑΡΑΣ: [429, 880, 589, 917]
ad-title-1: ΠΕΡΟΝΟΦΟΡΑ: [1019, 1376, 1157, 1397]
dateline-jerusalem: ΙΕΡΟΥΣΑΛΗΜ, 14. ('Υπηρ.).—: [426, 777, 587, 789]
subhead-museum: ΑΠΟ ΜΟΥΣΕΙΟΝ ΤΗΣ ΙΕΡΟΥΣΑΛΗΜ: [452, 752, 566, 775]
dateline-london-2: ΛΟΝΔΙΝΟΝ, 14. ('Ρόυτερ).—: [426, 1472, 603, 1484]
